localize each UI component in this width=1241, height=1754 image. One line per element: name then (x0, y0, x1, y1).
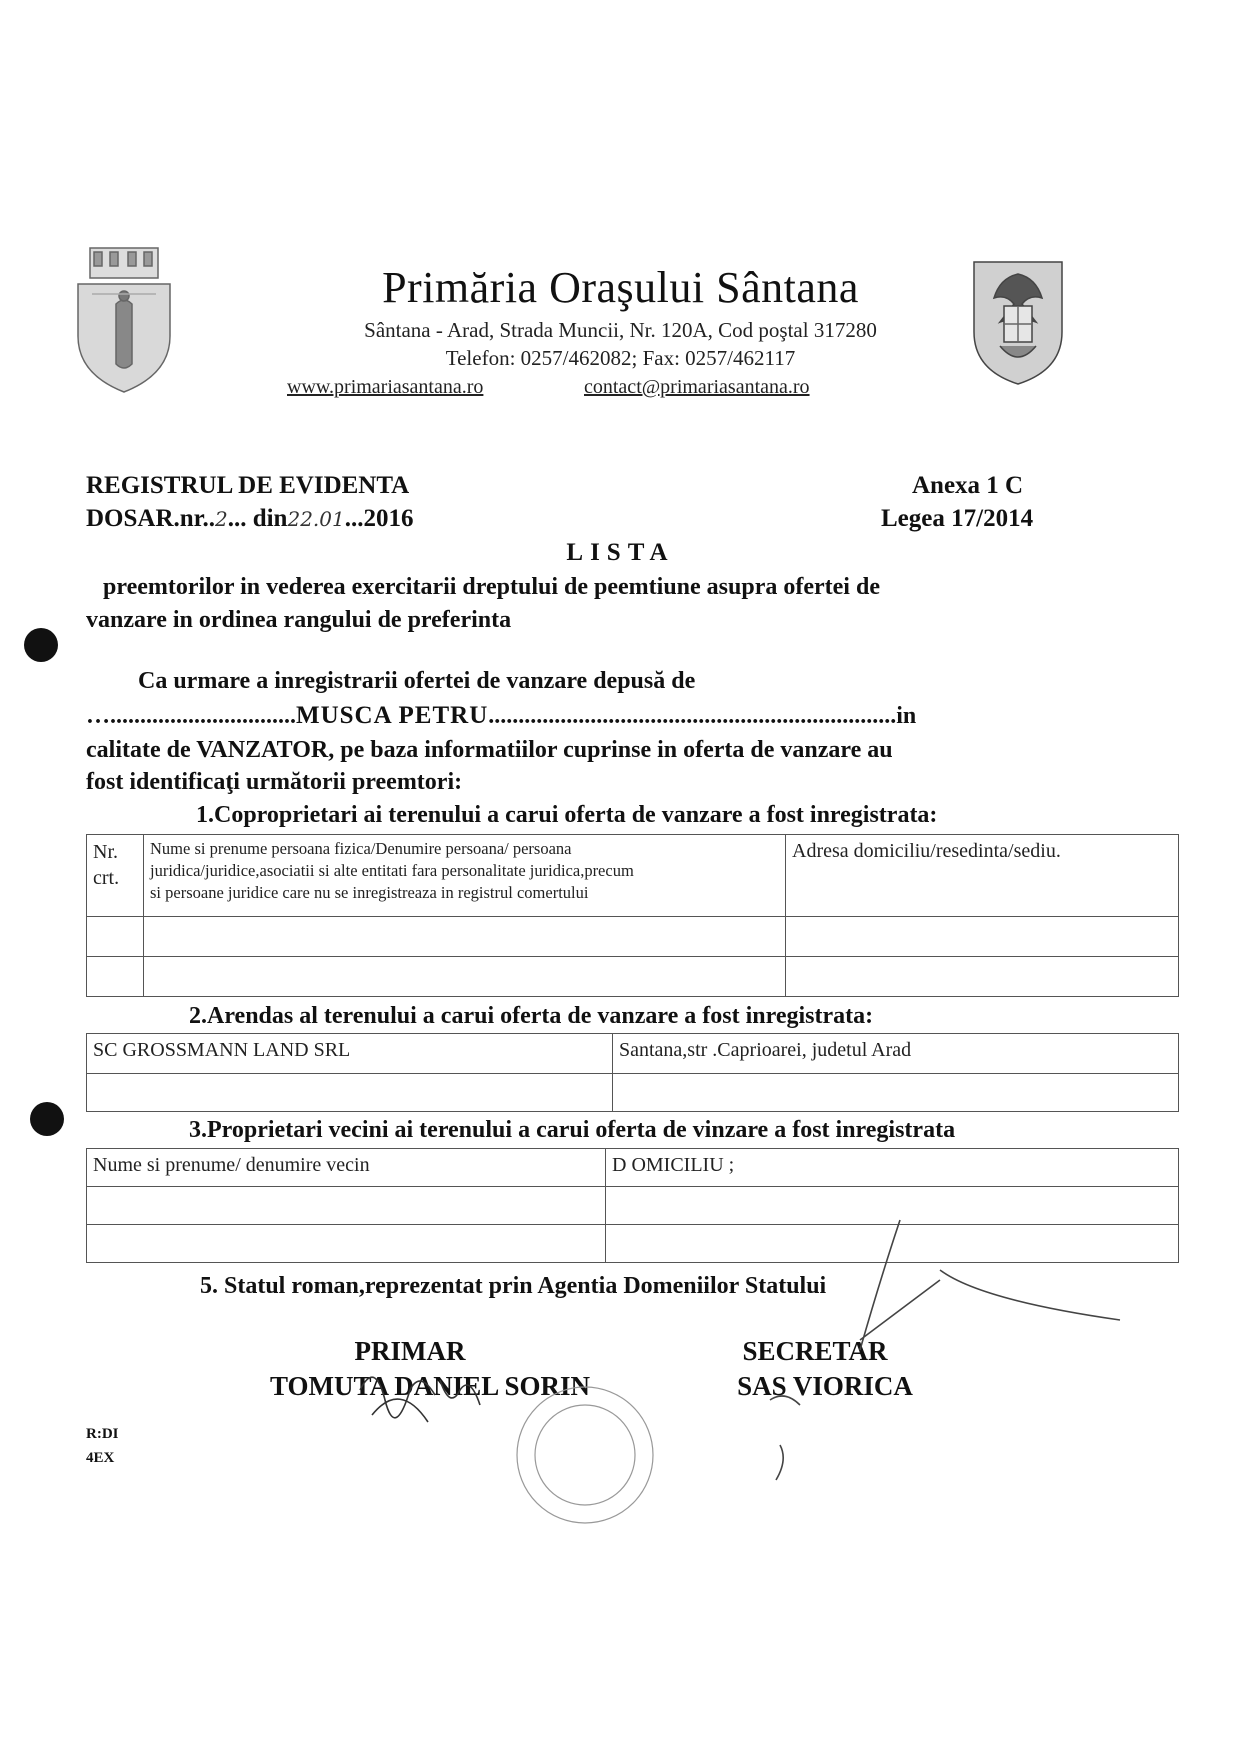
official-stamp-icon (517, 1387, 653, 1523)
col-nr-header (87, 835, 144, 917)
neighbour-domicile-header: D OMICILIU ; (612, 1154, 735, 1176)
table-row (87, 1034, 1179, 1074)
annex-label: Anexa 1 C (912, 472, 1024, 499)
dosar-date: 22.01 (287, 507, 345, 531)
section-2-heading: 2.Arendas al terenului a carui oferta de vanzare a fost inregistrata: (189, 1003, 874, 1029)
col-name-line-3: si persoane juridice care nu se inregistreaza in registrul comertului (150, 883, 589, 902)
document-title: LISTA (566, 539, 675, 566)
mayor-title: PRIMAR (354, 1336, 466, 1366)
law-label: Legea 17/2014 (881, 505, 1034, 532)
mayor-handwritten-signature (360, 1377, 480, 1422)
tenant-address: Santana,str .Caprioarei, judetul Arad (619, 1039, 912, 1061)
intro-line-3: calitate de VANZATOR, pe baza informatiilor cuprinse in oferta de vanzare au (86, 737, 893, 763)
secretary-title: SECRETAR (742, 1336, 888, 1366)
secretary-handwritten-signature (770, 1220, 1120, 1480)
registry-title: REGISTRUL DE EVIDENTA (86, 472, 410, 499)
institution-email: contact@primariasantana.ro (584, 376, 810, 398)
tenant-name: SC GROSSMANN LAND SRL (93, 1039, 351, 1061)
neighbour-name-header: Nume si prenume/ denumire vecin (93, 1154, 370, 1176)
col-name-line-2: juridica/juridice,asociatii si alte entitati fara personalitate juridica,precum (150, 861, 634, 880)
signatures-and-stamp (340, 1190, 1140, 1550)
intro-line-1: Ca urmare a inregistrarii ofertei de vanzare depusă de (138, 668, 696, 694)
intro-line-4: fost identificaţi următorii preemtori: (86, 769, 463, 795)
col-address-label: Adresa domiciliu/resedinta/sediu. (792, 840, 1061, 862)
tenant-table (86, 1033, 1179, 1112)
institution-title: Primăria Oraşului Sântana (382, 263, 859, 312)
table-row (87, 957, 1179, 997)
in-word: in (896, 703, 917, 729)
punch-hole (24, 628, 58, 662)
col-name-line-1: Nume si prenume persoana fizica/Denumire persoana/ persoana (150, 839, 572, 858)
subtitle-line-1: preemtorilor in vederea exercitarii dreptului de peemtiune asupra ofertei de (103, 574, 880, 600)
section-1-heading: 1.Coproprietari ai terenului a carui oferta de vanzare a fost inregistrata: (196, 802, 938, 828)
dosar-prefix: DOSAR.nr.. (86, 505, 215, 532)
section-5-heading: 5. Statul roman,reprezentat prin Agentia Domeniilor Statului (200, 1273, 827, 1299)
table-row (87, 1149, 1179, 1187)
table-row (87, 1074, 1179, 1112)
dosar-number: 2 (214, 507, 228, 531)
dots-left: …............................... (86, 703, 296, 729)
institution-website: www.primariasantana.ro (287, 376, 484, 398)
col-name-header (144, 835, 786, 917)
col-nr-line-2: crt. (93, 867, 120, 889)
seller-name: MUSCA PETRU (296, 702, 489, 729)
dosar-line (86, 505, 413, 533)
footer-code-2: 4EX (86, 1450, 115, 1466)
subtitle-line-2: vanzare in ordinea rangului de preferinta (86, 607, 512, 633)
section-3-heading: 3.Proprietari vecini ai terenului a carui oferta de vinzare a fost inregistrata (189, 1117, 956, 1143)
institution-phone-fax: Telefon: 0257/462082; Fax: 0257/462117 (445, 346, 796, 370)
col-nr-line-1: Nr. (93, 841, 118, 863)
punch-hole (30, 1102, 64, 1136)
footer-code-1: R:DI (86, 1426, 119, 1442)
secretary-name: SAS VIORICA (737, 1371, 913, 1401)
mayor-name: TOMUTA DANIEL SORIN (269, 1371, 591, 1401)
intro-seller-line (86, 702, 916, 730)
institution-address: Sântana - Arad, Strada Muncii, Nr. 120A, Cod poştal 317280 (364, 318, 877, 342)
dosar-mid: ... din (227, 505, 288, 532)
dosar-suffix: ...2016 (344, 505, 414, 532)
dots-right: .................................................................... (488, 703, 897, 729)
table-row (87, 917, 1179, 957)
col-address-header (786, 835, 1179, 917)
coowners-table (86, 834, 1179, 997)
